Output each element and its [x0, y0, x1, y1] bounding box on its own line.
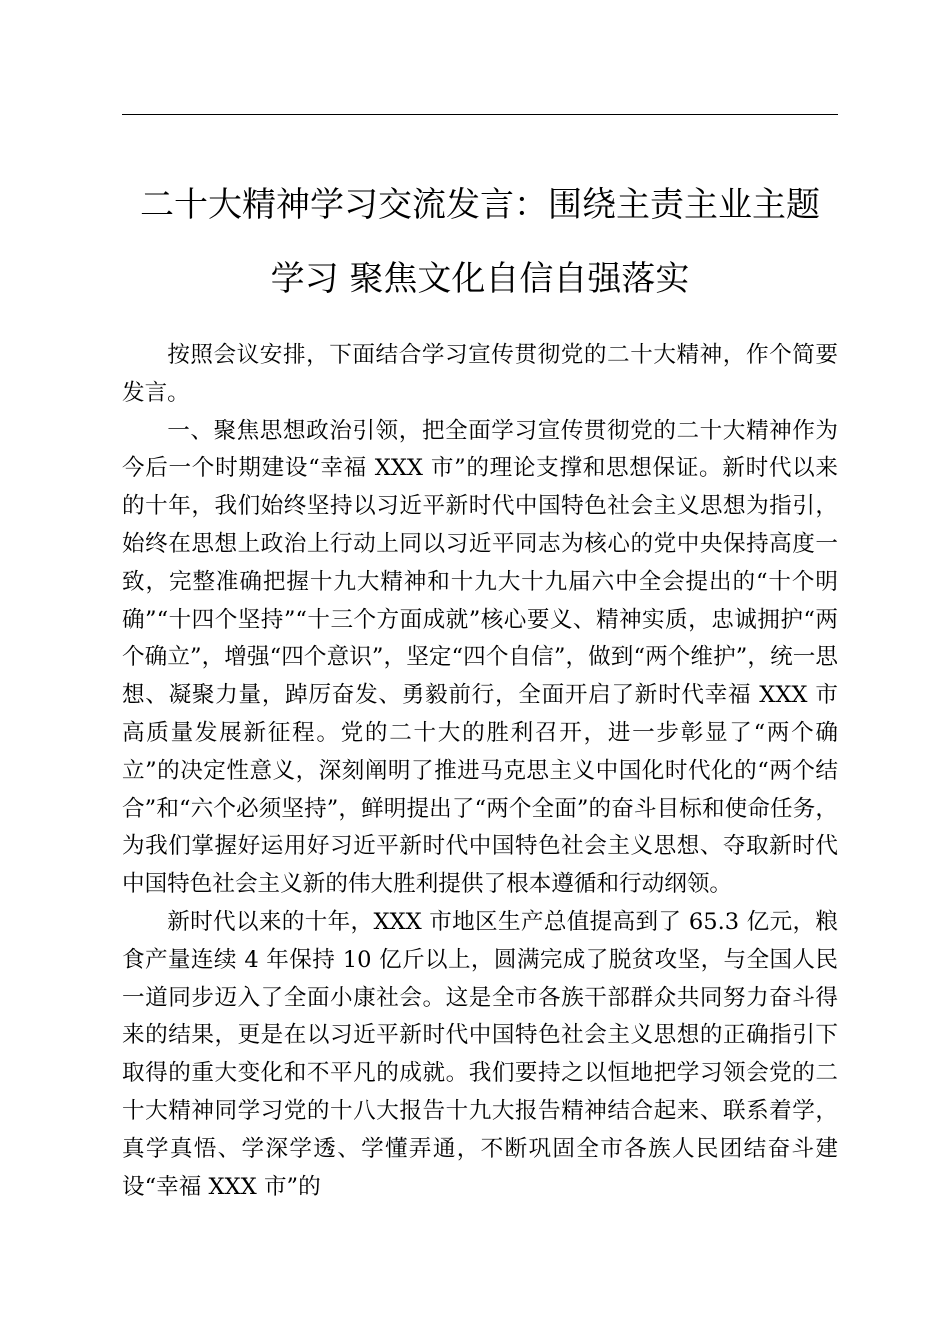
- paragraph-decade-achievements: 新时代以来的十年，XXX 市地区生产总值提高到了 65.3 亿元，粮食产量连续 4 年保持 10 亿斤以上，圆满完成了脱贫攻坚，与全国人民一道同步迈入了全面小康社会。这是全市各族干部群众共同努力奋斗得来的结果，更是在以习近平新时代中国特色社会主义思想的正确指引下取得的重大变化和不平凡的成就。我们要持之以恒地把学习领会党的二十大精神同学习党的十八大报告十九大报告精神结合起来、联系着学，真学真悟、学深学透、学懂弄通，不断巩固全市各族人民团结奋斗建设“幸福 XXX 市”的: [122, 908, 838, 1200]
- title-line-1: 二十大精神学习交流发言：围绕主责主业主题: [140, 185, 820, 225]
- paragraph-section-one: 一、聚焦思想政治引领，把全面学习宣传贯彻党的二十大精神作为今后一个时期建设“幸福 XXX 市”的理论支撑和思想保证。新时代以来的十年，我们始终坚持以习近平新时代中国特色社会主义思想为指引，始终在思想上政治上行动上同以习近平同志为核心的党中央保持高度一致，完整准确把握十九大精神和十九大十九届六中全会提出的“十个明确”“十四个坚持”“十三个方面成就”核心要义、精神实质，忠诚拥护“两个确立”，增强“四个意识”，坚定“四个自信”，做到“两个维护”，统一思想、凝聚力量，踔厉奋发、勇毅前行，全面开启了新时代幸福 XXX 市高质量发展新征程。党的二十大的胜利召开，进一步彰显了“两个确立”的决定性意义，深刻阐明了推进马克思主义中国化时代化的“两个结合”和“六个必须坚持”，鲜明提出了“两个全面”的奋斗目标和使命任务，为我们掌握好运用好习近平新时代中国特色社会主义思想、夺取新时代中国特色社会主义新的伟大胜利提供了根本遵循和行动纲领。: [122, 417, 838, 898]
- document-body: [122, 337, 838, 1206]
- header-rule: [122, 114, 838, 115]
- title-line-2: 学习 聚焦文化自信自强落实: [270, 259, 690, 299]
- document-title: [115, 168, 845, 316]
- paragraph-intro: 按照会议安排，下面结合学习宣传贯彻党的二十大精神，作个简要发言。: [122, 342, 838, 406]
